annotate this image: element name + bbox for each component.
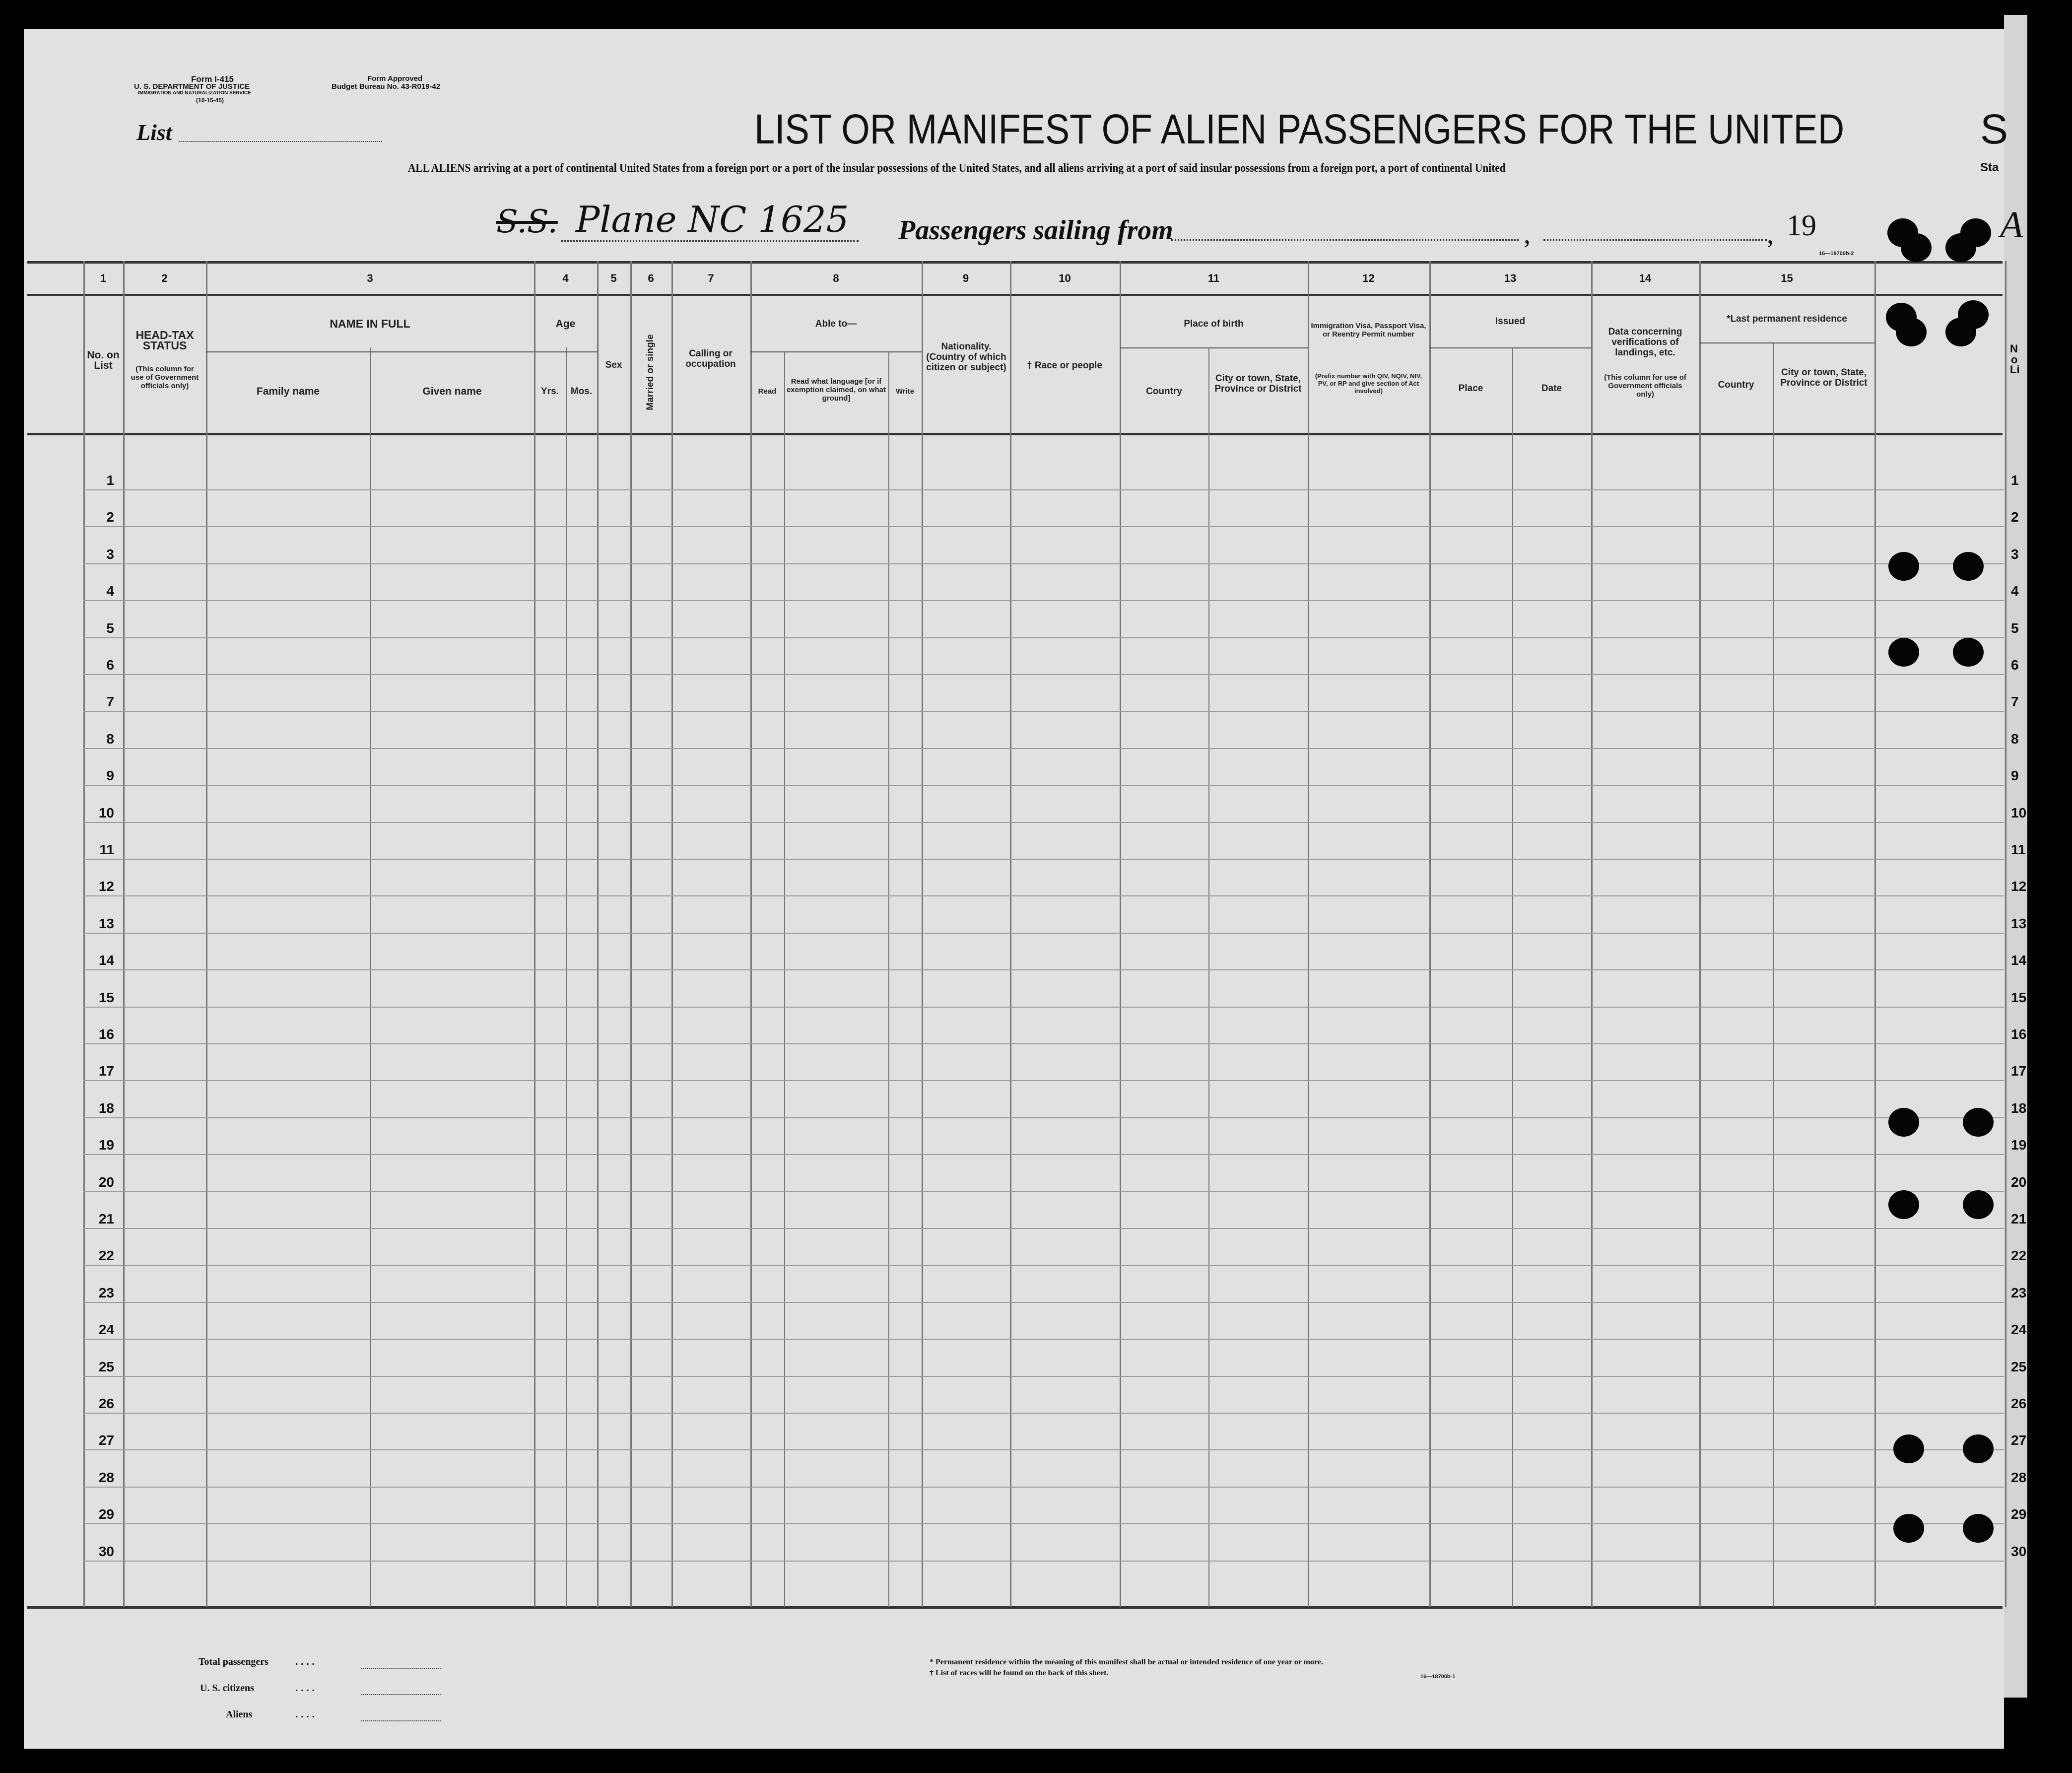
header-subline [534, 351, 597, 352]
table-row [83, 1302, 2004, 1303]
col-number: 14 [1639, 272, 1652, 284]
header-subline [1429, 347, 1591, 348]
aliens-blank [361, 1720, 441, 1721]
table-row [83, 895, 2004, 896]
adjacent-row-number: 12 [2011, 879, 2027, 894]
table-row [83, 822, 2004, 823]
form-approved: Form Approved [367, 74, 423, 83]
table-row [83, 1449, 2004, 1450]
col-line [784, 352, 785, 1607]
table-bottom-border [27, 1606, 2003, 1609]
total-passengers-blank [361, 1668, 441, 1669]
col-line [534, 261, 535, 1607]
name-in-full-header: NAME IN FULL [330, 317, 410, 330]
punch-hole [1963, 1514, 1994, 1543]
col-line [1512, 347, 1513, 1607]
col-line [206, 261, 207, 1607]
head-tax-header: HEAD-TAX STATUS [135, 329, 194, 352]
row-number: 27 [98, 1432, 114, 1448]
adjacent-row-number: 18 [2011, 1100, 2027, 1116]
read-header: Read [758, 387, 777, 396]
row-number: 8 [106, 731, 114, 747]
adjacent-row-number: 1 [2011, 473, 2019, 488]
row-number: 13 [98, 915, 114, 931]
row-number: 18 [98, 1100, 114, 1116]
mos-header: Mos. [570, 386, 593, 397]
row-number: 19 [98, 1137, 114, 1153]
col-number: 5 [610, 272, 617, 284]
col-line [630, 261, 632, 1607]
table-row [83, 1117, 2004, 1118]
table-row [83, 1339, 2004, 1340]
list-blank [179, 141, 382, 142]
row-number: 11 [99, 842, 114, 857]
adjacent-row-number: 7 [2011, 694, 2019, 710]
form-number: Form I-415 [191, 74, 234, 84]
col-line [2005, 261, 2006, 1607]
budget-number: Budget Bureau No. 43-R019-42 [332, 82, 441, 91]
table-row [83, 1523, 2004, 1524]
col-number: 15 [1781, 272, 1793, 284]
title-continuation: S [1980, 106, 2008, 152]
row-number: 7 [106, 694, 114, 710]
punch-hole [1901, 233, 1932, 262]
punch-hole [1963, 1434, 1994, 1463]
col-line [750, 261, 752, 1607]
us-citizens-blank [361, 1694, 441, 1695]
row-number: 9 [106, 768, 114, 784]
col-line [1773, 342, 1774, 1607]
list-label: List [136, 120, 172, 145]
manifest-page [24, 29, 2004, 1749]
punch-hole [1888, 552, 1919, 581]
adjacent-row-number: 13 [2011, 915, 2027, 931]
print-code: 16—18700b-2 [1819, 251, 1854, 257]
punch-hole [1893, 1514, 1924, 1543]
married-header: Married or single [645, 334, 656, 410]
us-citizens-label: U. S. citizens [200, 1683, 254, 1694]
row-number: 21 [98, 1211, 114, 1227]
table-row [83, 748, 2004, 749]
right-cut-letter: A [2000, 204, 2023, 246]
total-passengers-label: Total passengers [199, 1656, 268, 1667]
table-row [83, 1376, 2004, 1377]
comma: , [1524, 219, 1531, 250]
page-title: LIST OR MANIFEST OF ALIEN PASSENGERS FOR THE UNITED [754, 106, 1845, 152]
head-tax-note: (This column for use of Government officials only) [131, 365, 199, 390]
row-number: 2 [106, 509, 114, 525]
sailing-blank [1171, 239, 1519, 241]
year-prefix: 19 [1787, 209, 1816, 242]
adjacent-row-number: 8 [2011, 731, 2019, 747]
col-number: 11 [1207, 272, 1220, 284]
subtitle-continuation: Sta [1980, 161, 1999, 174]
birth-country-header: Country [1146, 386, 1182, 397]
punch-hole [1888, 1108, 1919, 1137]
table-row [83, 711, 2004, 712]
adjacent-row-number: 4 [2011, 583, 2019, 599]
row-number: 25 [98, 1359, 114, 1374]
col-number: 7 [708, 272, 714, 284]
col-line [1010, 261, 1011, 1607]
col-number: 3 [367, 272, 373, 284]
issued-header: Issued [1495, 316, 1526, 327]
header-bottom-border [27, 433, 2003, 435]
residence-country-header: Country [1718, 380, 1754, 390]
punch-hole [1963, 1190, 1994, 1219]
adjacent-row-number: 11 [2011, 842, 2026, 857]
row-number: 14 [98, 953, 114, 968]
punch-hole [1888, 638, 1919, 667]
table-row [83, 489, 2004, 490]
col-line [1874, 261, 1876, 1607]
col-number: 4 [562, 272, 569, 284]
adjacent-row-number: 16 [2011, 1026, 2027, 1042]
row-number: 5 [106, 620, 114, 636]
table-row [83, 933, 2004, 934]
aliens-label: Aliens [226, 1709, 253, 1720]
adjacent-row-number: 17 [2011, 1063, 2027, 1079]
punch-hole [1945, 233, 1976, 262]
col-line [370, 347, 371, 1607]
no-on-list-header: No. on List [87, 349, 120, 371]
aliens-dots: . . . . [295, 1709, 315, 1720]
row-number: 22 [98, 1248, 114, 1264]
vessel-name: Plane NC 1625 [576, 199, 849, 240]
total-dots: . . . . [295, 1656, 315, 1667]
footnote-residence: * Permanent residence within the meaning of this manifest shall be actual or intended residence of one year or more. [930, 1658, 1323, 1666]
col-line [566, 347, 567, 1607]
residence-city-header: City or town, State, Province or District [1780, 367, 1868, 388]
punch-hole [1888, 1190, 1919, 1219]
col-line [123, 261, 125, 1607]
adjacent-row-number: 10 [2011, 805, 2027, 820]
table-row [83, 785, 2004, 786]
adjacent-row-number: 6 [2011, 657, 2019, 673]
col-line [1308, 261, 1309, 1607]
vessel-blank [561, 240, 859, 242]
table-row [83, 1228, 2004, 1229]
col-number: 6 [648, 272, 654, 284]
col-line [671, 261, 673, 1607]
adjacent-row-number: 26 [2011, 1396, 2027, 1411]
header-subline [750, 351, 922, 352]
col-line [1591, 261, 1593, 1607]
sailing-label: Passengers sailing from [898, 215, 1173, 246]
adjacent-row-number: 15 [2011, 989, 2027, 1005]
issued-place-header: Place [1458, 383, 1483, 394]
row-number: 6 [106, 657, 114, 673]
given-name-header: Given name [422, 386, 482, 397]
adjacent-row-number: 14 [2011, 953, 2027, 968]
table-row [83, 526, 2004, 527]
adjacent-row-number: 2 [2011, 509, 2019, 525]
adjacent-row-number: 29 [2011, 1506, 2027, 1522]
family-name-header: Family name [256, 386, 320, 397]
comma-2: , [1767, 219, 1774, 250]
col-line [1208, 347, 1209, 1607]
adjacent-row-number: 20 [2011, 1174, 2027, 1190]
punch-hole [1893, 1434, 1924, 1463]
row-number: 30 [98, 1543, 114, 1559]
header-subline [206, 351, 534, 352]
sex-header: Sex [605, 360, 622, 370]
row-number: 10 [98, 805, 114, 820]
row-number: 4 [106, 583, 114, 599]
header-subline [1120, 347, 1308, 348]
table-top-border [27, 261, 2003, 264]
place-of-birth-header: Place of birth [1184, 319, 1244, 329]
adjacent-row-number: 19 [2011, 1137, 2027, 1153]
row-number: 16 [98, 1026, 114, 1042]
print-code-bottom: 16—18700b-1 [1420, 1674, 1456, 1680]
able-to-header: Able to— [815, 319, 857, 329]
race-header: † Race or people [1026, 360, 1103, 371]
col-line [888, 352, 889, 1607]
adjacent-row-number: 24 [2011, 1322, 2027, 1338]
col-number: 13 [1504, 272, 1517, 284]
header-subline [1699, 342, 1874, 343]
last-residence-header: *Last permanent residence [1727, 314, 1847, 324]
visa-header: Immigration Visa, Passport Visa, or Reentry Permit number [1311, 322, 1426, 339]
adjacent-row-number: 9 [2011, 768, 2019, 784]
yrs-header: Yrs. [541, 386, 559, 397]
table-row [83, 1043, 2004, 1044]
adjacent-row-number: 21 [2011, 1211, 2027, 1227]
table-row [83, 674, 2004, 675]
table-row [83, 1487, 2004, 1488]
table-row [83, 1265, 2004, 1266]
citizens-dots: . . . . [295, 1683, 315, 1694]
data-concerning-note: (This column for use of Government officials only) [1604, 373, 1686, 399]
punch-hole [1896, 318, 1927, 346]
table-row [83, 1413, 2004, 1414]
adjacent-row-number: 30 [2011, 1543, 2027, 1559]
table-row [83, 859, 2004, 860]
table-row [83, 969, 2004, 970]
adjacent-row-number: 27 [2011, 1432, 2027, 1448]
row-number: 28 [98, 1469, 114, 1485]
adjacent-row-number: 28 [2011, 1469, 2027, 1485]
col-number: 8 [833, 272, 839, 284]
header-number-row-border [27, 294, 2003, 296]
col-number: 12 [1362, 272, 1375, 284]
row-number: 3 [106, 546, 114, 562]
punch-hole [1963, 1108, 1994, 1137]
row-number: 23 [98, 1285, 114, 1300]
row-number: 15 [98, 989, 114, 1005]
row-number: 17 [98, 1063, 114, 1079]
table-row [83, 563, 2004, 564]
col-line [922, 261, 923, 1607]
table-row [83, 1080, 2004, 1081]
table-row [83, 600, 2004, 601]
row-number: 29 [98, 1506, 114, 1522]
adjacent-row-number: 23 [2011, 1285, 2027, 1300]
cut-header-n: N [2010, 342, 2018, 355]
col-number: 1 [100, 272, 107, 284]
nationality-header: Nationality. (Country of which citizen or subject) [926, 341, 1006, 373]
table-row [83, 1007, 2004, 1008]
col-line [1429, 261, 1431, 1607]
subtitle: ALL ALIENS arriving at a port of continental United States from a foreign port or a port of the insular possessions of the United States, and all aliens arriving at a port of said insular possessions from a foreign port, a port of continental United [408, 162, 1506, 175]
cut-header-li: Li [2010, 363, 2020, 376]
col-number: 9 [962, 272, 969, 284]
date-blank [1543, 239, 1767, 241]
read-language-header: Read what language [or if exemption claimed, on what ground] [786, 377, 886, 403]
service: IMMIGRATION AND NATURALIZATION SERVICE [138, 90, 251, 96]
table-row [83, 637, 2004, 638]
row-number: 24 [98, 1322, 114, 1338]
footnote-races: † List of races will be found on the back of this sheet. [930, 1669, 1109, 1677]
punch-hole [1953, 638, 1984, 667]
col-number: 10 [1059, 272, 1071, 284]
punch-hole [1945, 318, 1976, 346]
col-number: 2 [161, 272, 168, 284]
row-number: 20 [98, 1174, 114, 1190]
col-line [1120, 261, 1121, 1607]
issued-date-header: Date [1541, 383, 1562, 394]
table-row [83, 1191, 2004, 1192]
department: U. S. DEPARTMENT OF JUSTICE [134, 82, 250, 91]
col-line [597, 261, 599, 1607]
visa-note: (Prefix number with QIV, NQIV, NIV, PV, or RP and give section of Act involved) [1315, 372, 1422, 395]
adjacent-row-number: 22 [2011, 1248, 2027, 1264]
row-number: 12 [98, 879, 114, 894]
adjacent-row-number: 5 [2011, 620, 2019, 636]
adjacent-row-number: 25 [2011, 1359, 2027, 1374]
table-row [83, 1154, 2004, 1155]
calling-header: Calling or occupation [685, 348, 736, 369]
col-line [1699, 261, 1701, 1607]
cut-header-o: o [2011, 353, 2018, 366]
birth-city-header: City or town, State, Province or District [1214, 373, 1302, 394]
row-number: 26 [98, 1396, 114, 1411]
row-number: 1 [106, 473, 114, 488]
table-row [83, 1561, 2004, 1562]
adjacent-row-number: 3 [2011, 546, 2019, 562]
age-header: Age [555, 318, 576, 330]
ss-label: S.S. [496, 204, 558, 240]
date-code: (10-15-45) [196, 97, 224, 104]
write-header: Write [895, 387, 915, 396]
data-concerning-header: Data concerning verifications of landings, etc. [1608, 327, 1682, 358]
punch-hole [1953, 552, 1984, 581]
